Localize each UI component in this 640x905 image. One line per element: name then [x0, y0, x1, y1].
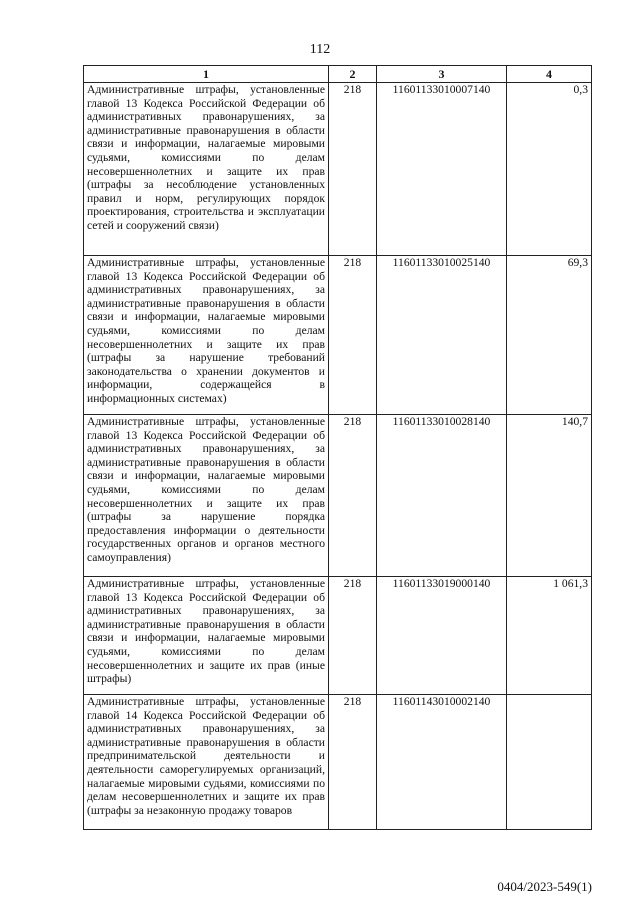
row-description: Административные штрафы, установленные главой 13 Кодекса Российской Федерации об административных правонарушениях, за административные правонарушения в области связи и информации, налагаемые мировыми судьями, комиссиями по делам несовершеннолетних и защите их прав (иные штрафы) [84, 577, 329, 695]
page-number: 112 [309, 42, 331, 57]
row-description: Административные штрафы, установленные главой 13 Кодекса Российской Федерации об административных правонарушениях, за административные правонарушения в области связи и информации, налагаемые мировыми судьями, комиссиями по делам несовершеннолетних и защите их прав (штрафы за нарушение порядка предоставления информации о деятельности государственных органов и органов местного самоуправления) [84, 415, 329, 577]
row-budget-code: 11601133010007140 [377, 83, 507, 256]
table-row [84, 695, 592, 830]
row-admin-code: 218 [329, 256, 377, 415]
row-description: Административные штрафы, установленные главой 13 Кодекса Российской Федерации об административных правонарушениях, за административные правонарушения в области связи и информации, налагаемые мировыми судьями, комиссиями по делам несовершеннолетних и защите их прав (штрафы за несоблюдение установленных правил и норм, регулирующих порядок проектирования, строительства и эксплуатации сетей и сооружений связи) [84, 83, 329, 256]
row-amount: 69,3 [507, 256, 592, 415]
column-header-1: 1 [84, 66, 329, 83]
row-description: Административные штрафы, установленные главой 14 Кодекса Российской Федерации об административных правонарушениях, за административные правонарушения в области предпринимательской деятельности и деятельности саморегулируемых организаций, налагаемые мировыми судьями, комиссиями по делам несовершеннолетних и защите их прав (штрафы за незаконную продажу товаров [84, 695, 329, 830]
budget-table [83, 65, 592, 830]
row-admin-code: 218 [329, 695, 377, 830]
row-amount: 0,3 [507, 83, 592, 256]
row-description: Административные штрафы, установленные главой 13 Кодекса Российской Федерации об административных правонарушениях, за административные правонарушения в области связи и информации, налагаемые мировыми судьями, комиссиями по делам несовершеннолетних и защите их прав (штрафы за нарушение требований законодательства о хранении документов и информации, содержащейся в информационных системах) [84, 256, 329, 415]
row-amount [507, 695, 592, 830]
column-header-3: 3 [377, 66, 507, 83]
row-admin-code: 218 [329, 577, 377, 695]
table-row [84, 83, 592, 256]
row-budget-code: 11601133019000140 [377, 577, 507, 695]
row-budget-code: 11601143010002140 [377, 695, 507, 830]
row-amount: 140,7 [507, 415, 592, 577]
row-amount: 1 061,3 [507, 577, 592, 695]
table-header-row [84, 66, 592, 83]
column-header-2: 2 [329, 66, 377, 83]
document-code: 0404/2023-549(1) [497, 879, 592, 894]
table-row [84, 415, 592, 577]
column-header-4: 4 [507, 66, 592, 83]
row-budget-code: 11601133010025140 [377, 256, 507, 415]
table-row [84, 577, 592, 695]
table-row [84, 256, 592, 415]
row-budget-code: 11601133010028140 [377, 415, 507, 577]
row-admin-code: 218 [329, 415, 377, 577]
row-admin-code: 218 [329, 83, 377, 256]
